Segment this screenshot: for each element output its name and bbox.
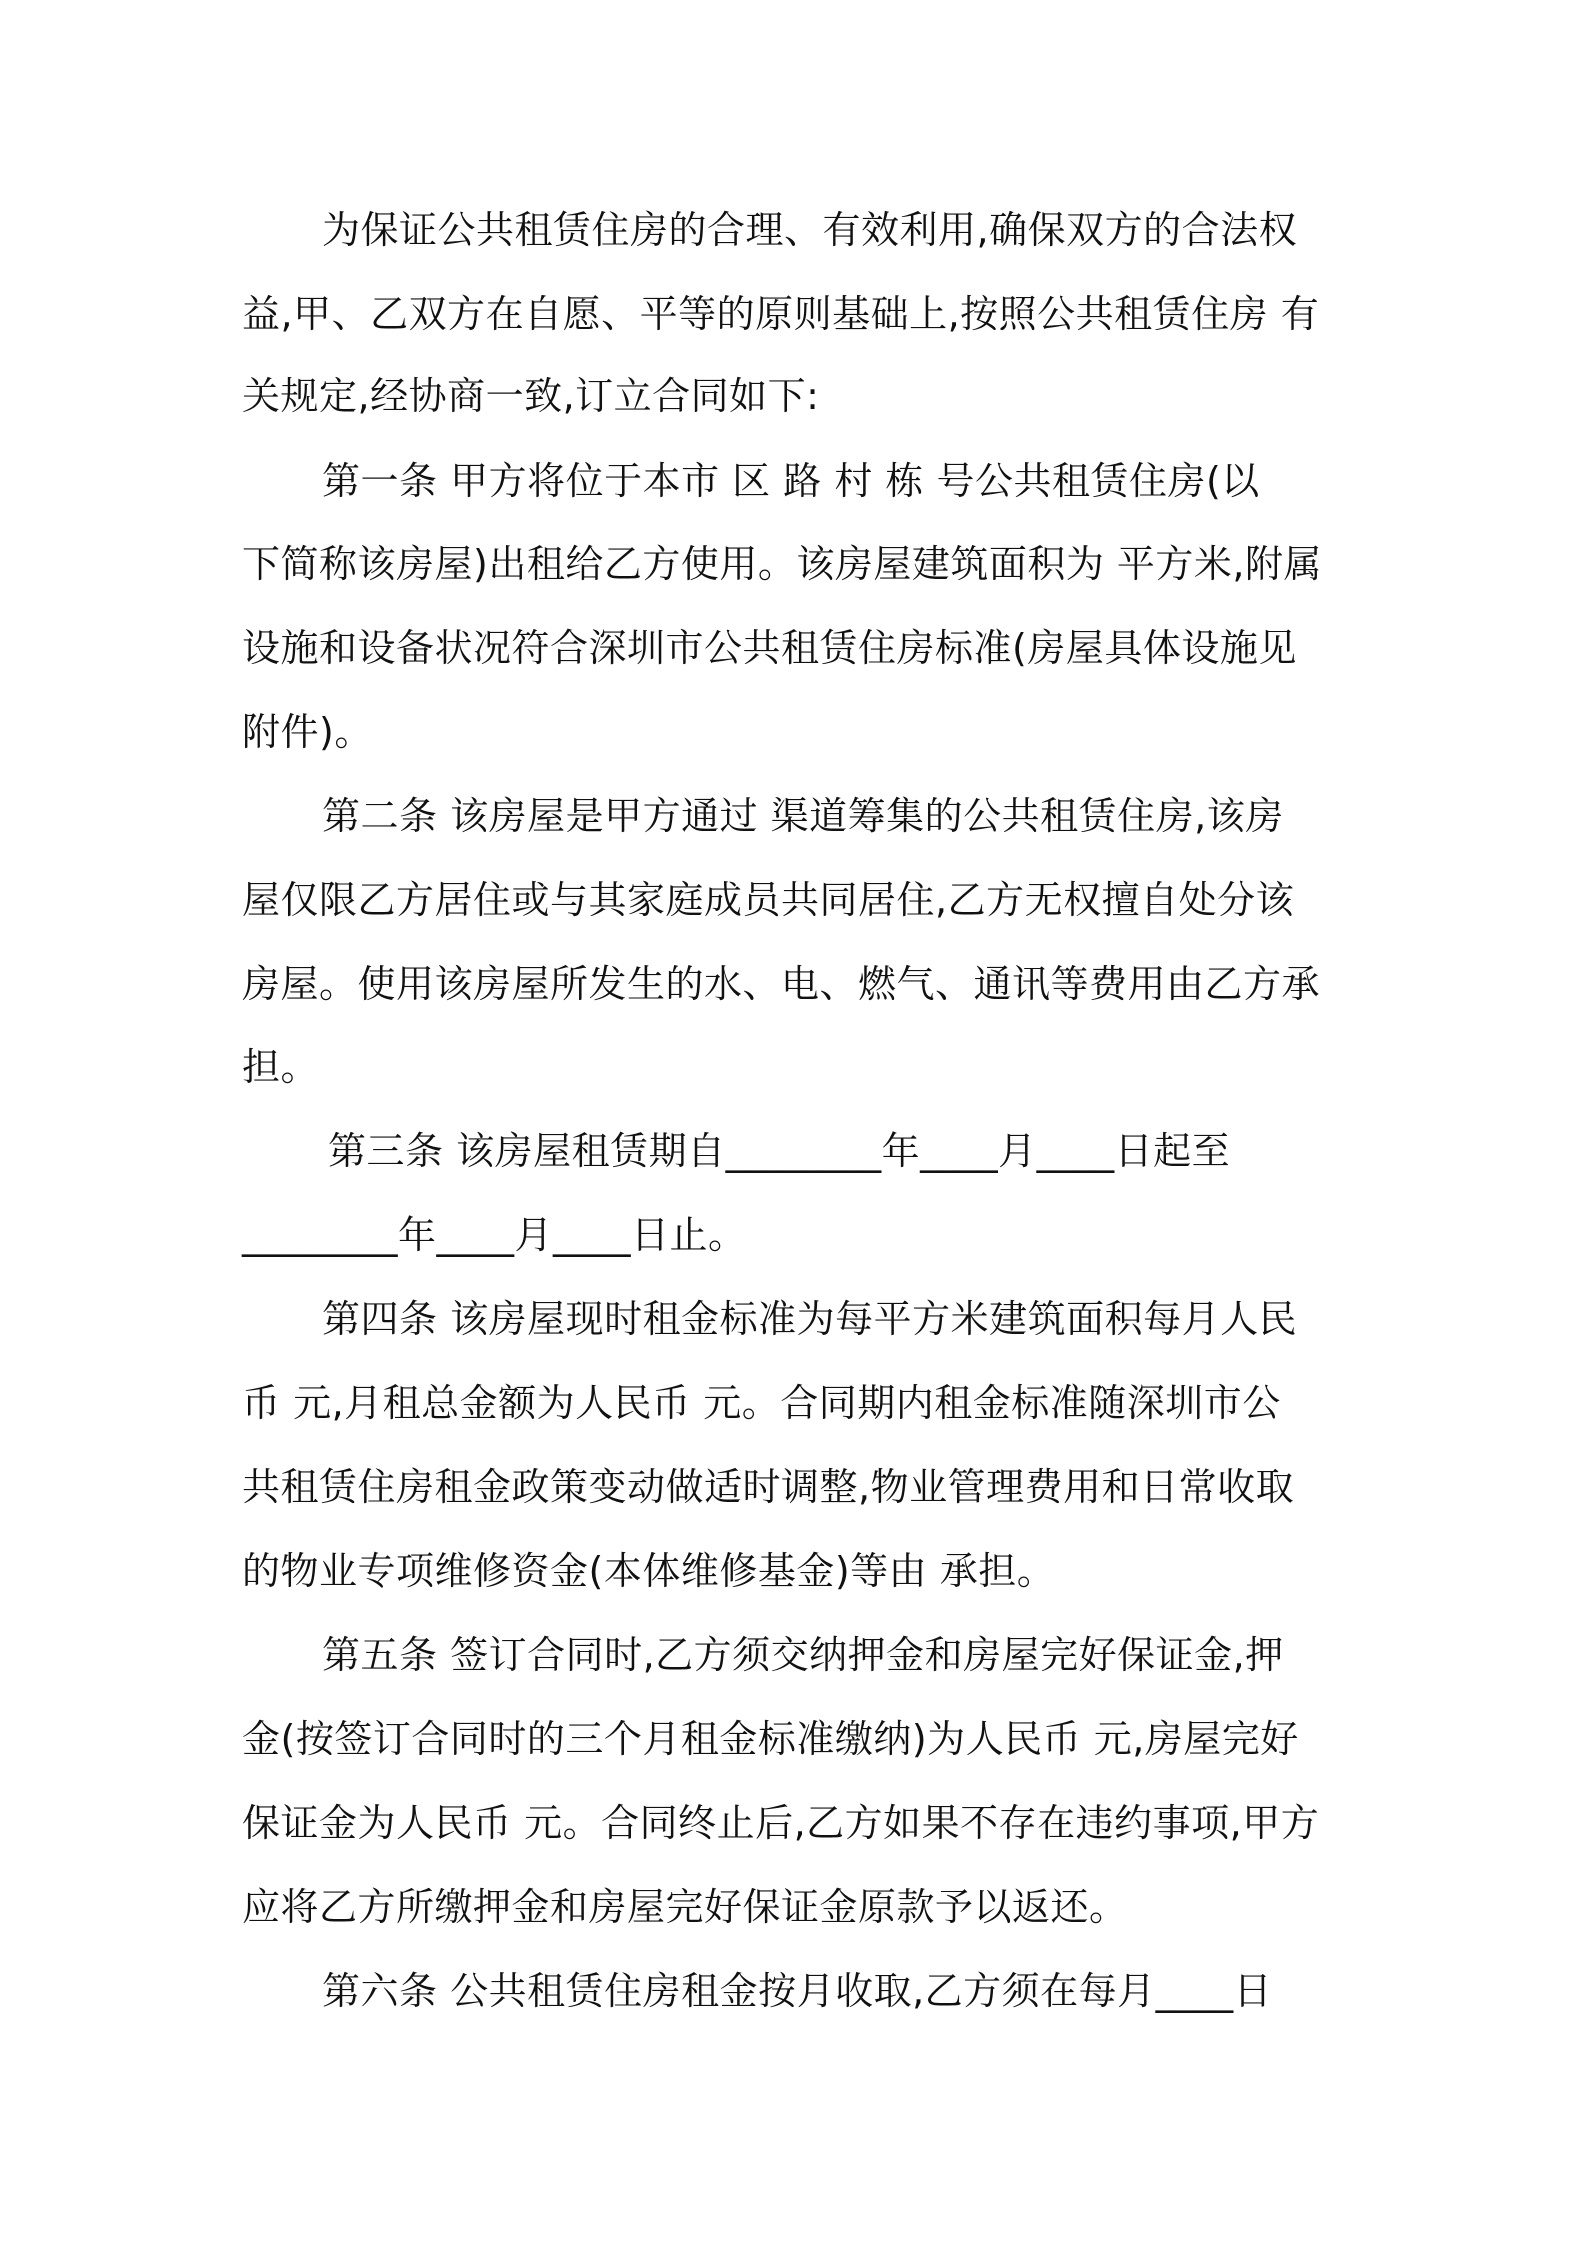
paragraph-line: 第三条 该房屋租赁期自________年____月____日起至 [328, 1129, 1231, 1173]
paragraph-line: 附件)。 [242, 710, 373, 754]
paragraph-line: 保证金为人民币 元。合同终止后,乙方如果不存在违约事项,甲方 [242, 1801, 1320, 1845]
paragraph-line: 第一条 甲方将位于本市 区 路 村 栋 号公共租赁住房(以 [322, 459, 1260, 503]
paragraph-line: 设施和设备状况符合深圳市公共租赁住房标准(房屋具体设施见 [242, 626, 1297, 670]
paragraph-line: 共租赁住房租金政策变动做适时调整,物业管理费用和日常收取 [242, 1465, 1295, 1509]
paragraph-line: 关规定,经协商一致,订立合同如下: [242, 374, 820, 418]
paragraph-line: 币 元,月租总金额为人民币 元。合同期内租金标准随深圳市公 [242, 1381, 1281, 1425]
paragraph-line: 担。 [242, 1045, 320, 1089]
paragraph-line: 第六条 公共租赁住房租金按月收取,乙方须在每月____日 [322, 1969, 1273, 2013]
paragraph-line: 应将乙方所缴押金和房屋完好保证金原款予以返还。 [242, 1885, 1128, 1929]
paragraph-line: 第四条 该房屋现时租金标准为每平方米建筑面积每月人民 [322, 1297, 1298, 1341]
paragraph-line: 第五条 签订合同时,乙方须交纳押金和房屋完好保证金,押 [322, 1633, 1284, 1677]
paragraph-line: 屋仅限乙方居住或与其家庭成员共同居住,乙方无权擅自处分该 [242, 878, 1295, 922]
paragraph-line: 第二条 该房屋是甲方通过 渠道筹集的公共租赁住房,该房 [322, 794, 1284, 838]
paragraph-line: 的物业专项维修资金(本体维修基金)等由 承担。 [242, 1549, 1056, 1593]
paragraph-line: 益,甲、乙双方在自愿、平等的原则基础上,按照公共租赁住房 有 [242, 292, 1320, 336]
paragraph-line: 下简称该房屋)出租给乙方使用。该房屋建筑面积为 平方米,附属 [242, 542, 1322, 586]
paragraph-line: 金(按签订合同时的三个月租金标准缴纳)为人民币 元,房屋完好 [242, 1717, 1299, 1761]
paragraph-line: 房屋。使用该房屋所发生的水、电、燃气、通讯等费用由乙方承 [242, 962, 1321, 1006]
paragraph-line: 为保证公共租赁住房的合理、有效利用,确保双方的合法权 [322, 208, 1298, 252]
paragraph-line: ________年____月____日止。 [242, 1213, 747, 1257]
